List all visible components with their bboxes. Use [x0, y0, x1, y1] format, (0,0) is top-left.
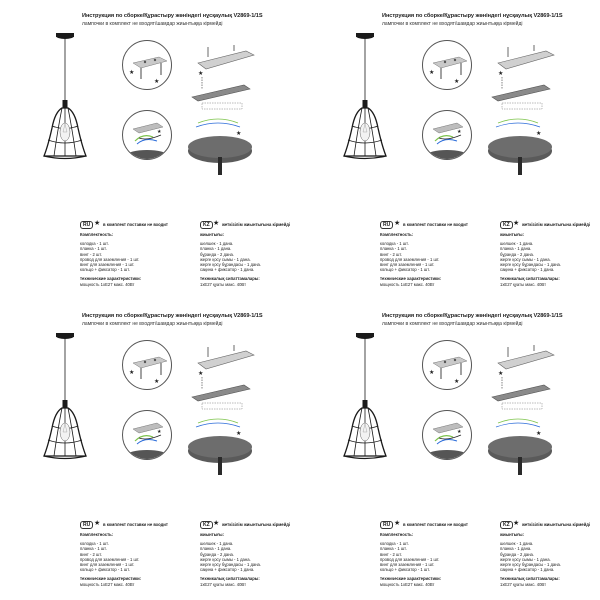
kz-star-icon: ★ [513, 220, 520, 227]
ru-spec-header: технические характеристики: [380, 576, 442, 582]
ru-item: колодка - 1 шт. [80, 541, 109, 547]
kz-language-badge: KZ [500, 521, 513, 529]
svg-text:★: ★ [157, 429, 162, 435]
ru-item: планка - 1 шт. [80, 546, 107, 552]
ru-item: винт для заземления - 1 шт. [380, 562, 435, 568]
svg-text:★: ★ [154, 78, 160, 85]
ru-spec: мощность 1хЕ27 макс. 40Вт [80, 281, 135, 287]
kz-spec: 1хЕ27 қуаты макс. 40Вт [500, 581, 546, 587]
pendant-lamp-illustration [340, 328, 390, 468]
ru-contents-header: Комплектность: [380, 532, 414, 537]
ru-contents-column [80, 532, 141, 587]
svg-text:★: ★ [198, 70, 204, 77]
ru-item: кольцо + фиксатор - 1 шт. [380, 567, 430, 573]
kz-item: планка - 1 дана. [200, 246, 232, 252]
ru-item: винт - 2 шт. [380, 551, 402, 557]
kz-item: бұранда - 2 дана. [500, 551, 535, 557]
ru-item: планка - 1 шт. [380, 546, 407, 552]
ru-spec: мощность 1хЕ27 макс. 40Вт [380, 281, 435, 287]
ru-spec-header: технические характеристики: [80, 276, 142, 282]
kz-item: планка - 1 дана. [500, 546, 532, 552]
svg-text:★: ★ [536, 430, 542, 437]
ru-item: колодка - 1 шт. [380, 241, 409, 247]
instruction-panel-bottom-left [0, 300, 300, 600]
kz-contents-header: жиынтығы: [500, 532, 524, 537]
kz-contents-header: жиынтығы: [200, 232, 224, 237]
ru-contents-column [380, 232, 441, 287]
ru-item: колодка - 1 шт. [80, 241, 109, 247]
svg-text:★: ★ [236, 130, 242, 137]
svg-text:★: ★ [198, 370, 204, 377]
svg-text:★: ★ [498, 370, 504, 377]
ru-star-icon: ★ [94, 520, 101, 527]
svg-text:★: ★ [429, 69, 435, 76]
kz-item: сақина + фиксатор - 1 дана. [200, 267, 255, 273]
ru-spec: мощность 1хЕ27 макс. 40Вт [380, 581, 435, 587]
kz-item: жерге қосу бұрандасы - 1 дана. [500, 262, 562, 268]
kz-item: жерге қосу сымы - 1 дана. [500, 256, 551, 262]
kz-item: шелшек - 1 дана. [500, 541, 534, 547]
kz-item: сақина + фиксатор - 1 дана. [500, 267, 555, 273]
ru-star-icon: ★ [394, 520, 401, 527]
instruction-panel-bottom-right [300, 300, 600, 600]
svg-text:★: ★ [457, 129, 462, 135]
kz-star-icon: ★ [213, 220, 220, 227]
kz-star-note: жеткізілім жиынтығына кірмейді [522, 522, 591, 527]
ru-contents-column [380, 532, 441, 587]
ceiling-mount-assembly-diagram [458, 45, 558, 175]
ru-item: провод для заземления - 1 шт. [380, 556, 440, 562]
kz-spec-header: техникалық сипаттамалары: [200, 276, 260, 282]
instruction-subtitle: лампочки в комплект не входят/шамдар жиынтыққа кірмейді [382, 21, 523, 27]
kz-item: шелшек - 1 дана. [200, 541, 234, 547]
ru-spec-header: технические характеристики: [380, 276, 442, 282]
kz-contents-column [500, 532, 561, 587]
ru-item: винт для заземления - 1 шт. [80, 562, 135, 568]
ru-item: кольцо + фиксатор - 1 шт. [80, 567, 130, 573]
kz-spec: 1хЕ27 қуаты макс. 40Вт [500, 281, 546, 287]
instruction-subtitle: лампочки в комплект не входят/шамдар жиынтыққа кірмейді [82, 321, 223, 327]
instruction-title: Инструкция по сборке/Құрастыру жөніндегі нұсқаулық V2869-1/1S [382, 13, 563, 19]
ru-item: кольцо + фиксатор - 1 шт. [380, 267, 430, 273]
svg-text:★: ★ [154, 378, 160, 385]
pendant-lamp-illustration [40, 328, 90, 468]
kz-item: жерге қосу бұрандасы - 1 дана. [200, 262, 262, 268]
kz-star-note: жеткізілім жиынтығына кірмейді [222, 222, 291, 227]
kz-item: шелшек - 1 дана. [200, 241, 234, 247]
ru-item: колодка - 1 шт. [380, 541, 409, 547]
ru-star-note: в комплект поставки не входит [403, 522, 468, 527]
ru-spec: мощность 1хЕ27 макс. 40Вт [80, 581, 135, 587]
instruction-subtitle: лампочки в комплект не входят/шамдар жиынтыққа кірмейді [82, 21, 223, 27]
kz-item: бұранда - 2 дана. [200, 251, 235, 257]
instruction-title: Инструкция по сборке/Құрастыру жөніндегі нұсқаулық V2869-1/1S [82, 313, 263, 319]
ru-item: винт - 2 шт. [80, 251, 102, 257]
kz-item: сақина + фиксатор - 1 дана. [500, 567, 555, 573]
kz-item: бұранда - 2 дана. [200, 551, 235, 557]
svg-text:★: ★ [454, 78, 460, 85]
ru-language-badge: RU [380, 221, 393, 229]
ru-item: провод для заземления - 1 шт. [80, 556, 140, 562]
ru-item: винт для заземления - 1 шт. [380, 262, 435, 268]
ru-item: провод для заземления - 1 шт. [380, 256, 440, 262]
kz-spec-header: техникалық сипаттамалары: [500, 276, 560, 282]
kz-contents-header: жиынтығы: [500, 232, 524, 237]
svg-text:★: ★ [236, 430, 242, 437]
ru-language-badge: RU [80, 221, 93, 229]
instruction-panel-top-right [300, 0, 600, 300]
kz-item: жерге қосу сымы - 1 дана. [200, 556, 251, 562]
ceiling-mount-assembly-diagram [458, 345, 558, 475]
kz-spec: 1хЕ27 қуаты макс. 40Вт [200, 581, 246, 587]
kz-item: жерге қосу бұрандасы - 1 дана. [200, 562, 262, 568]
kz-spec-header: техникалық сипаттамалары: [500, 576, 560, 582]
kz-language-badge: KZ [200, 521, 213, 529]
kz-item: жерге қосу сымы - 1 дана. [500, 556, 551, 562]
ru-star-note: в комплект поставки не входит [103, 222, 168, 227]
ru-contents-column [80, 232, 141, 287]
ru-item: винт для заземления - 1 шт. [80, 262, 135, 268]
instruction-title: Инструкция по сборке/Құрастыру жөніндегі нұсқаулық V2869-1/1S [82, 13, 263, 19]
ru-language-badge: RU [380, 521, 393, 529]
kz-star-note: жеткізілім жиынтығына кірмейді [222, 522, 291, 527]
svg-text:★: ★ [457, 429, 462, 435]
kz-contents-column [200, 532, 261, 587]
kz-language-badge: KZ [500, 221, 513, 229]
instruction-panel-top-left [0, 0, 300, 300]
kz-star-note: жеткізілім жиынтығына кірмейді [522, 222, 591, 227]
ru-item: кольцо + фиксатор - 1 шт. [80, 267, 130, 273]
ru-language-badge: RU [80, 521, 93, 529]
kz-spec-header: техникалық сипаттамалары: [200, 576, 260, 582]
pendant-lamp-illustration [340, 28, 390, 168]
ru-star-icon: ★ [394, 220, 401, 227]
pendant-lamp-illustration [40, 28, 90, 168]
svg-text:★: ★ [129, 69, 135, 76]
svg-text:★: ★ [498, 70, 504, 77]
ceiling-mount-assembly-diagram [158, 45, 258, 175]
ru-star-icon: ★ [94, 220, 101, 227]
svg-text:★: ★ [157, 129, 162, 135]
ru-contents-header: Комплектность: [80, 232, 114, 237]
ru-item: винт - 2 шт. [80, 551, 102, 557]
kz-item: планка - 1 дана. [200, 546, 232, 552]
kz-item: бұранда - 2 дана. [500, 251, 535, 257]
svg-text:★: ★ [536, 130, 542, 137]
ru-star-note: в комплект поставки не входит [403, 222, 468, 227]
kz-contents-column [500, 232, 561, 287]
ru-item: планка - 1 шт. [80, 246, 107, 252]
kz-item: жерге қосу сымы - 1 дана. [200, 256, 251, 262]
ru-star-note: в комплект поставки не входит [103, 522, 168, 527]
kz-star-icon: ★ [513, 520, 520, 527]
kz-star-icon: ★ [213, 520, 220, 527]
svg-text:★: ★ [454, 378, 460, 385]
instruction-title: Инструкция по сборке/Құрастыру жөніндегі нұсқаулық V2869-1/1S [382, 313, 563, 319]
kz-contents-column [200, 232, 261, 287]
svg-text:★: ★ [429, 369, 435, 376]
kz-language-badge: KZ [200, 221, 213, 229]
kz-contents-header: жиынтығы: [200, 532, 224, 537]
ru-item: провод для заземления - 1 шт. [80, 256, 140, 262]
ru-contents-header: Комплектность: [380, 232, 414, 237]
kz-item: планка - 1 дана. [500, 246, 532, 252]
ru-contents-header: Комплектность: [80, 532, 114, 537]
ru-item: винт - 2 шт. [380, 251, 402, 257]
kz-item: жерге қосу бұрандасы - 1 дана. [500, 562, 562, 568]
kz-item: шелшек - 1 дана. [500, 241, 534, 247]
kz-item: сақина + фиксатор - 1 дана. [200, 567, 255, 573]
kz-spec: 1хЕ27 қуаты макс. 40Вт [200, 281, 246, 287]
svg-text:★: ★ [129, 369, 135, 376]
instruction-subtitle: лампочки в комплект не входят/шамдар жиынтыққа кірмейді [382, 321, 523, 327]
ru-item: планка - 1 шт. [380, 246, 407, 252]
ru-spec-header: технические характеристики: [80, 576, 142, 582]
ceiling-mount-assembly-diagram [158, 345, 258, 475]
